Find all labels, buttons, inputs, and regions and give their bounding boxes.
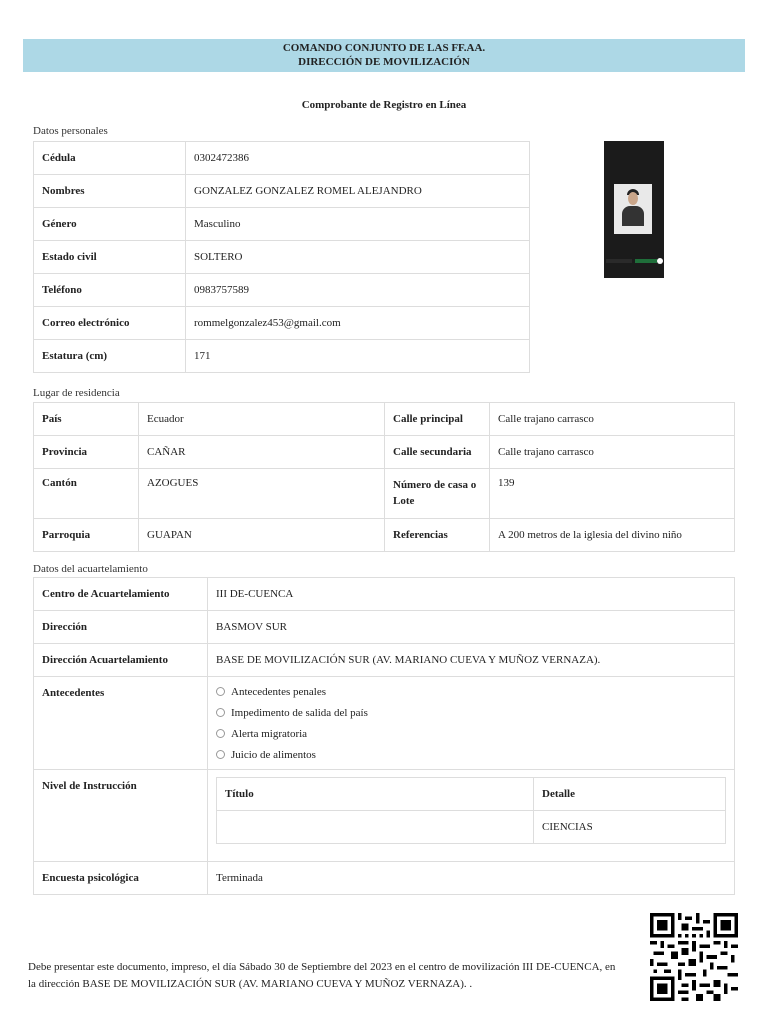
field-value: SOLTERO [186, 241, 530, 274]
header-line-1: COMANDO CONJUNTO DE LAS FF.AA. [282, 42, 486, 54]
field-label: Calle principal [385, 403, 490, 436]
field-label: Cantón [34, 469, 139, 519]
field-label: Referencias [385, 519, 490, 552]
table-row [34, 469, 735, 519]
barracks-table [33, 577, 735, 895]
option-label: Alerta migratoria [231, 727, 308, 740]
field-value: AZOGUES [139, 469, 385, 519]
table-row [34, 611, 735, 644]
field-label: Centro de Acuartelamiento [34, 578, 208, 611]
field-label: Dirección [34, 611, 208, 644]
field-value: GONZALEZ GONZALEZ ROMEL ALEJANDRO [186, 175, 530, 208]
field-label: Nivel de Instrucción [34, 770, 208, 862]
option-label: Impedimento de salida del país [231, 706, 368, 719]
table-row [34, 142, 530, 175]
section-barracks-label: Datos del acuartelamiento [33, 563, 148, 575]
table-header-row [217, 778, 726, 811]
option-label: Juicio de alimentos [231, 748, 316, 761]
table-row [217, 811, 726, 844]
field-label: Estado civil [34, 241, 186, 274]
column-header-detalle: Detalle [534, 778, 726, 811]
radio-icon[interactable] [216, 687, 225, 696]
checkbox-antecedentes-penales[interactable] [216, 681, 726, 702]
field-value: Masculino [186, 208, 530, 241]
field-value: 139 [490, 469, 735, 519]
table-row [34, 241, 530, 274]
radio-icon[interactable] [216, 708, 225, 717]
field-value: Calle trajano carrasco [490, 436, 735, 469]
nivel-instruccion-table [216, 777, 726, 844]
photo-document [614, 184, 652, 234]
field-label: Provincia [34, 436, 139, 469]
radio-icon[interactable] [216, 729, 225, 738]
field-label: Calle secundaria [385, 436, 490, 469]
antecedentes-list [208, 677, 735, 770]
table-row [34, 644, 735, 677]
field-value: 0983757589 [186, 274, 530, 307]
table-row [34, 578, 735, 611]
section-residence-label: Lugar de residencia [33, 387, 120, 399]
field-value: rommelgonzalez453@gmail.com [186, 307, 530, 340]
document-header [23, 39, 745, 72]
field-value: A 200 metros de la iglesia del divino niño [490, 519, 735, 552]
residence-table [33, 402, 735, 552]
field-label: Antecedentes [34, 677, 208, 770]
field-label: Teléfono [34, 274, 186, 307]
table-row [34, 208, 530, 241]
field-label: Género [34, 208, 186, 241]
field-label: Encuesta psicológica [34, 862, 208, 895]
face-icon [628, 192, 638, 205]
table-row [34, 770, 735, 862]
table-row [34, 436, 735, 469]
field-label: Número de casa o Lote [385, 469, 490, 519]
field-value: 0302472386 [186, 142, 530, 175]
table-row [34, 340, 530, 373]
table-row [34, 274, 530, 307]
personal-data-table [33, 141, 530, 373]
field-value: III DE-CUENCA [208, 578, 735, 611]
field-value: Ecuador [139, 403, 385, 436]
table-row [34, 307, 530, 340]
footer-line-2: la dirección BASE DE MOVILIZACIÓN SUR (AV. MARIANO CUEVA Y MUÑOZ VERNAZA). . [28, 978, 473, 990]
field-label: Correo electrónico [34, 307, 186, 340]
table-row [34, 519, 735, 552]
field-label: Parroquia [34, 519, 139, 552]
field-value: GUAPAN [139, 519, 385, 552]
field-value: CAÑAR [139, 436, 385, 469]
nivel-instruccion-cell [208, 770, 735, 862]
checkbox-impedimento-salida[interactable] [216, 702, 726, 723]
field-label: Dirección Acuartelamiento [34, 644, 208, 677]
field-label: Cédula [34, 142, 186, 175]
table-row [34, 862, 735, 895]
column-header-titulo: Título [217, 778, 534, 811]
checkbox-alerta-migratoria[interactable] [216, 723, 726, 744]
header-line-2: DIRECCIÓN DE MOVILIZACIÓN [298, 56, 470, 68]
radio-icon[interactable] [216, 750, 225, 759]
field-value: 171 [186, 340, 530, 373]
table-row [34, 175, 530, 208]
field-label: Estatura (cm) [34, 340, 186, 373]
section-personal-label: Datos personales [33, 125, 108, 137]
cell-detalle: CIENCIAS [534, 811, 726, 844]
field-value: Terminada [208, 862, 735, 895]
option-label: Antecedentes penales [231, 685, 326, 698]
document-subtitle: Comprobante de Registro en Línea [301, 99, 467, 111]
footer-notice [28, 959, 638, 993]
applicant-photo [604, 141, 664, 278]
field-value: BASE DE MOVILIZACIÓN SUR (AV. MARIANO CUEVA Y MUÑOZ VERNAZA). [208, 644, 735, 677]
field-value: BASMOV SUR [208, 611, 735, 644]
qr-code-icon [650, 913, 738, 1001]
checkbox-juicio-alimentos[interactable] [216, 744, 726, 765]
field-label: País [34, 403, 139, 436]
field-value: Calle trajano carrasco [490, 403, 735, 436]
table-row [34, 677, 735, 770]
field-label: Nombres [34, 175, 186, 208]
table-row [34, 403, 735, 436]
cell-titulo [217, 811, 534, 844]
footer-line-1: Debe presentar este documento, impreso, el día Sábado 30 de Septiembre del 2023 en el centro de movilización III DE-CUENCA, en [28, 961, 616, 973]
